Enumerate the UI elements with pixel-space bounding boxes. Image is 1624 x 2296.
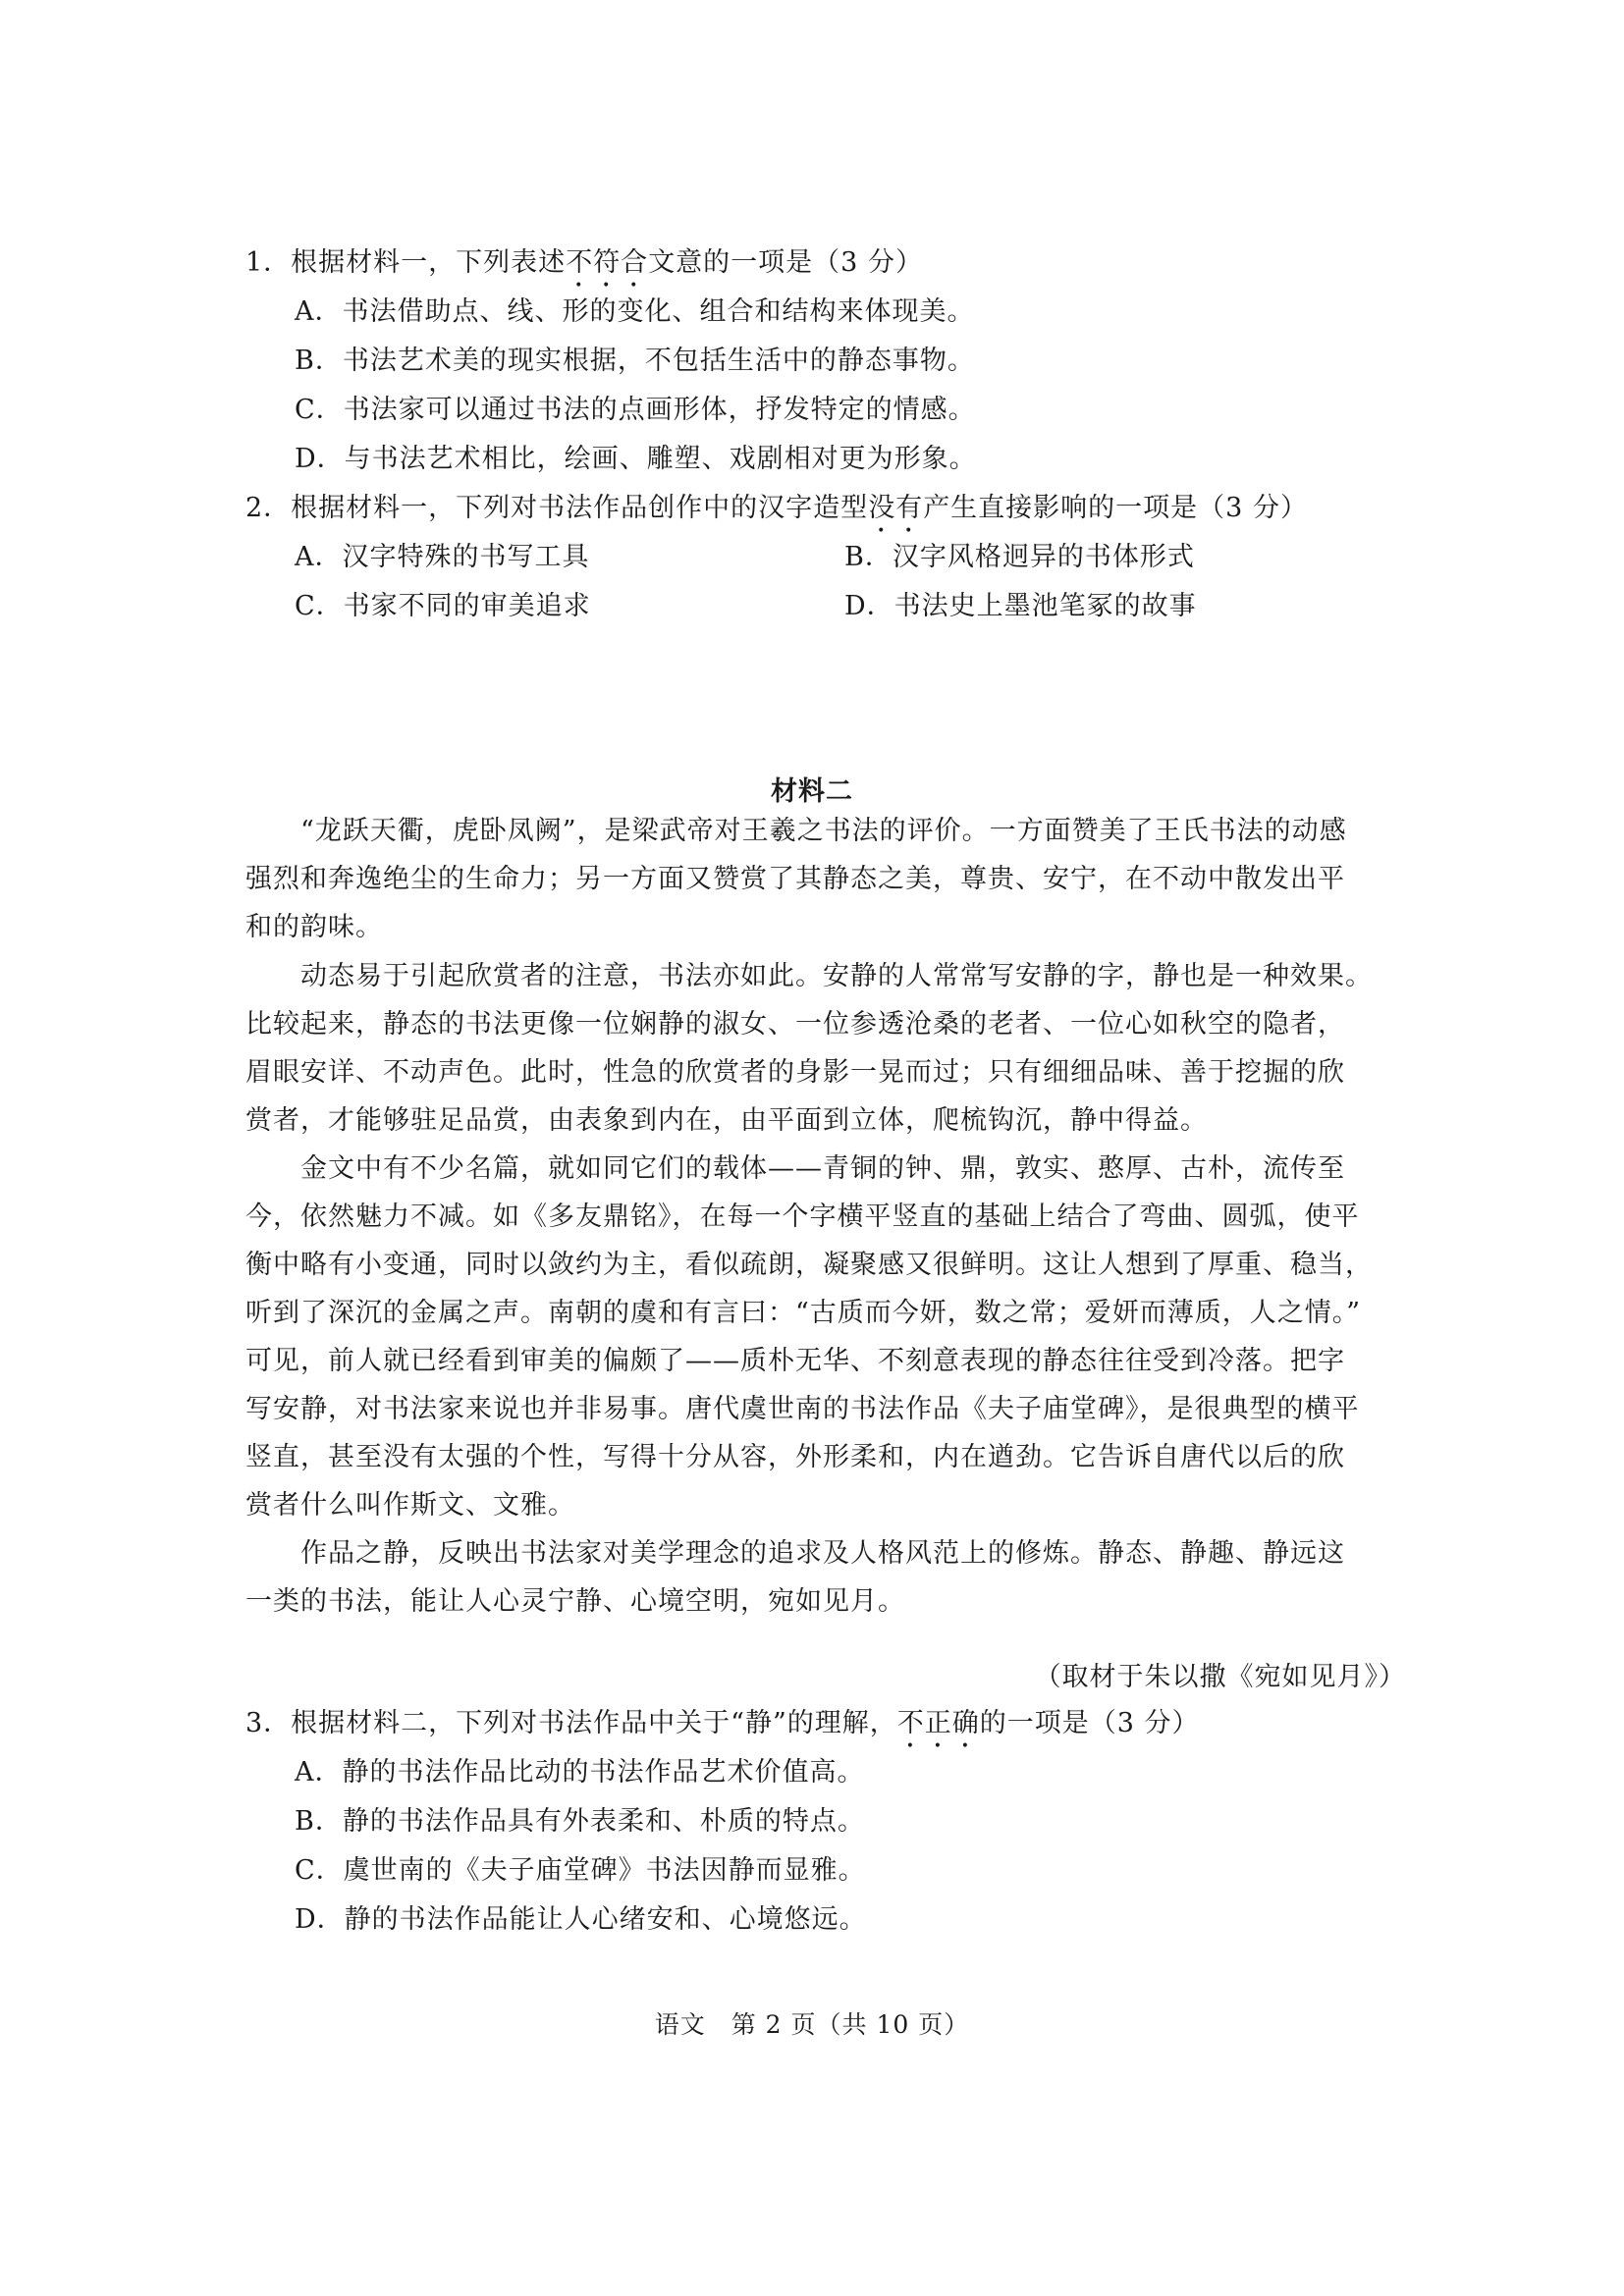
question-2-stem-post: 产生直接影响的一项是（3 分） <box>923 493 1308 523</box>
paragraph-line: 眉眼安详、不动声色。此时，性急的欣赏者的身影一晃而过；只有细细品味、善于挖掘的欣 <box>245 1057 1345 1088</box>
paragraph-line: 一类的书法，能让人心灵宁静、心境空明，宛如见月。 <box>245 1586 905 1617</box>
material-2-paragraph-3 <box>245 1145 1404 1529</box>
question-1-option-c: C．书法家可以通过书法的点画形体，抒发特定的情感。 <box>295 395 976 425</box>
paragraph-line: 写安静，对书法家来说也并非易事。唐代虞世南的书法作品《夫子庙堂碑》，是很典型的横平 <box>245 1394 1360 1424</box>
paragraph-line: 赏者什么叫作斯文、文雅。 <box>245 1490 575 1521</box>
question-2-emphasis: 没有 <box>868 493 924 523</box>
paragraph-line: “龙跃天衢，虎卧凤阙”，是梁武帝对王羲之书法的评价。一方面赞美了王氏书法的动感 <box>245 816 1347 846</box>
paragraph-line: 作品之静，反映出书法家对美学理念的追求及人格风范上的修炼。静态、静趣、静远这 <box>245 1538 1345 1569</box>
paragraph-line: 竖直，甚至没有太强的个性，写得十分从容，外形柔和，内在遒劲。它告诉自唐代以后的欣 <box>245 1442 1345 1472</box>
paragraph-line: 今，依然魅力不减。如《多友鼎铭》，在每一个字横平竖直的基础上结合了弯曲、圆弧，使平 <box>245 1201 1360 1232</box>
question-1-stem-post: 文意的一项是（3 分） <box>648 247 923 278</box>
question-2-option-b: B．汉字风格迥异的书体形式 <box>844 542 1195 572</box>
paragraph-line: 和的韵味。 <box>245 912 383 942</box>
paragraph-line: 动态易于引起欣赏者的注意，书法亦如此。安静的人常常写安静的字，静也是一种效果。 <box>245 961 1373 991</box>
paragraph-line: 金文中有不少名篇，就如同它们的载体——青铜的钟、鼎，敦实、憨厚、古朴，流传至 <box>245 1153 1345 1184</box>
question-1-stem <box>245 245 923 294</box>
question-3-option-c: C．虞世南的《夫子庙堂碑》书法因静而显雅。 <box>295 1855 866 1886</box>
question-2-option-c: C．书家不同的审美追求 <box>295 591 591 621</box>
paragraph-line: 赏者，才能够驻足品赏，由表象到内在，由平面到立体，爬梳钩沉，静中得益。 <box>245 1105 1208 1136</box>
question-2-stem <box>245 491 1308 539</box>
paragraph-line: 衡中略有小变通，同时以敛约为主，看似疏朗，凝聚感又很鲜明。这让人想到了厚重、稳当， <box>245 1250 1373 1280</box>
question-3-stem-post: 的一项是（3 分） <box>979 1708 1200 1738</box>
question-1-option-b: B．书法艺术美的现实根据，不包括生活中的静态事物。 <box>295 346 975 376</box>
question-1-stem-pre: 1．根据材料一，下列表述 <box>245 247 567 278</box>
material-2-paragraph-4 <box>245 1529 1404 1626</box>
paragraph-line: 听到了深沉的金属之声。南朝的虞和有言曰：“古质而今妍，数之常；爱妍而薄质，人之情。” <box>245 1298 1362 1328</box>
material-2-heading: 材料二 <box>771 776 853 807</box>
material-2-source: （取材于朱以撒《宛如见月》） <box>1034 1662 1406 1692</box>
question-2-option-d: D．书法史上墨池笔冢的故事 <box>844 591 1197 621</box>
question-3-option-b: B．静的书法作品具有外表柔和、朴质的特点。 <box>295 1806 865 1837</box>
question-3-emphasis: 不正确 <box>896 1708 980 1738</box>
question-3-option-d: D．静的书法作品能让人心绪安和、心境悠远。 <box>295 1904 867 1935</box>
paragraph-line: 比较起来，静态的书法更像一位娴静的淑女、一位参透沧桑的老者、一位心如秋空的隐者， <box>245 1009 1345 1040</box>
question-3-stem-pre: 3．根据材料二，下列对书法作品中关于“静”的理解， <box>245 1708 897 1738</box>
material-2-paragraph-2 <box>245 952 1404 1145</box>
question-3-stem <box>245 1706 1200 1754</box>
question-3-option-a: A．静的书法作品比动的书法作品艺术价值高。 <box>295 1757 865 1788</box>
question-1-emphasis: 不符合 <box>566 247 649 278</box>
material-2-paragraph-1 <box>245 807 1404 951</box>
question-1-option-a: A．书法借助点、线、形的变化、组合和结构来体现美。 <box>295 296 975 327</box>
page-footer: 语文 第 2 页（共 10 页） <box>654 2010 970 2039</box>
question-2-option-a: A．汉字特殊的书写工具 <box>295 542 590 572</box>
paragraph-line: 强烈和奔逸绝尘的生命力；另一方面又赞赏了其静态之美，尊贵、安宁，在不动中散发出平 <box>245 864 1345 894</box>
question-1-option-d: D．与书法艺术相比，绘画、雕塑、戏剧相对更为形象。 <box>295 444 977 474</box>
paragraph-line: 可见，前人就已经看到审美的偏颇了——质朴无华、不刻意表现的静态往往受到冷落。把字 <box>245 1346 1345 1376</box>
question-2-stem-pre: 2．根据材料一，下列对书法作品创作中的汉字造型 <box>245 493 869 523</box>
